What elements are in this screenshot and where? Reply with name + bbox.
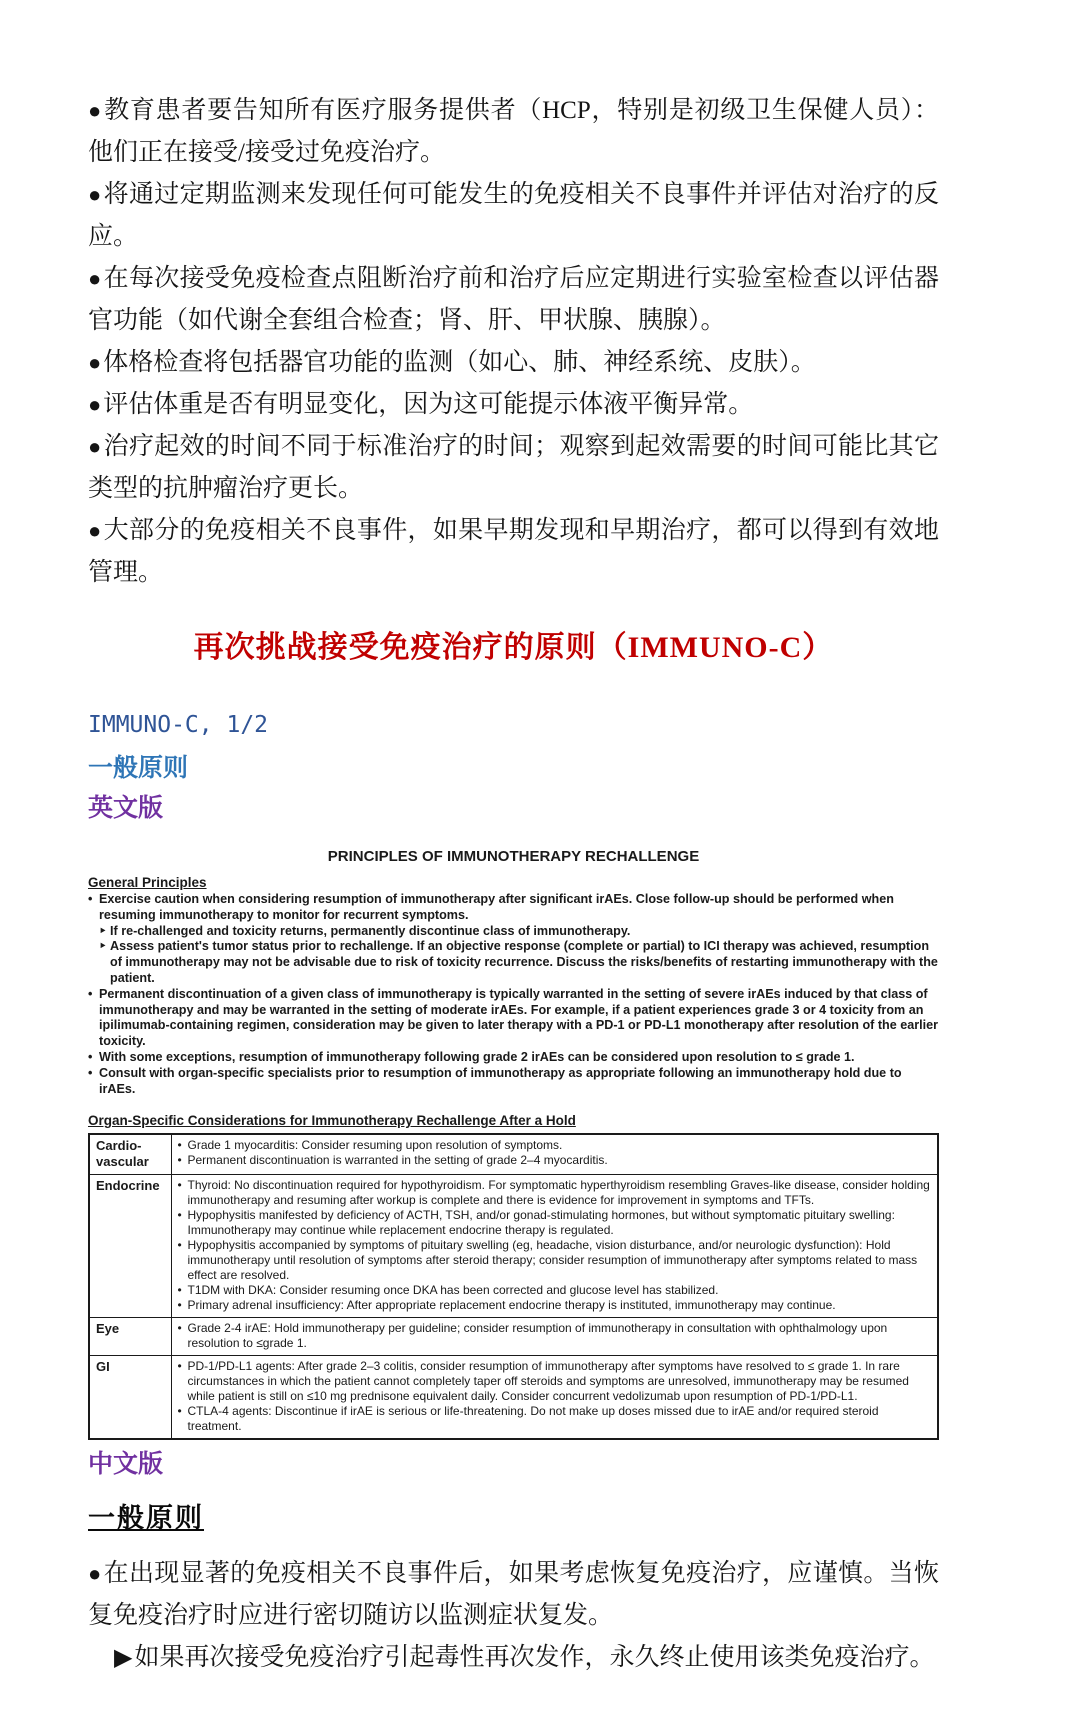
triangle-bullet-icon: ‣ (99, 939, 107, 954)
chinese-version-label: 中文版 (88, 1450, 164, 1479)
table-bullet-text: Hypophysitis accompanied by symptoms of pituitary swelling (eg, headache, vision disturbance, and/or neurologic dysfunction): Hold immunotherapy until resolution of symptoms after steroid therapy; consider resumption of immunotherapy after symptoms related to mass effect are resolved. (187, 1238, 918, 1283)
table-bullet (178, 1298, 932, 1313)
english-bullet (88, 987, 939, 1050)
bullet-item (88, 384, 939, 426)
english-bullet-text: Permanent discontinuation of a given class of immunotherapy is typically warranted in the setting of severe irAEs induced by that class of immunotherapy and may be warranted in the setting of moderate irAEs. For example, if a patient experiences grade 3 or 4 toxicity from an ipilimumab-containing regimen, consideration may be given to later therapy with a PD-1 or PD-L1 monotherapy after resolution of the earlier toxicity. (99, 986, 939, 1049)
bullet-item (88, 174, 939, 258)
chinese-education-bullet-list (88, 90, 939, 594)
english-bullet (88, 1066, 939, 1098)
bullet-text: 将通过定期监测来发现任何可能发生的免疫相关不良事件并评估对治疗的反应。 (88, 181, 939, 250)
organ-specific-table (88, 1133, 939, 1440)
table-bullet-text: Primary adrenal insufficiency: After appropriate replacement endocrine therapy is instituted, immunotherapy may continue. (187, 1298, 836, 1313)
bullet-text: 教育患者要告知所有医疗服务提供者（HCP，特别是初级卫生保健人员）：他们正在接受/接受过免疫治疗。 (88, 97, 939, 166)
bullet-dot-icon: ● (88, 98, 105, 123)
bullet-dot-icon: • (177, 1153, 182, 1168)
english-bullet-text: Consult with organ-specific specialists prior to resumption of immunotherapy as appropriate following an immunotherapy hold due to irAEs. (99, 1065, 902, 1096)
table-bullet (178, 1321, 932, 1351)
english-bullet-text: If re-challenged and toxicity returns, permanently discontinue class of immunotherapy. (110, 923, 631, 938)
bullet-dot-icon: • (177, 1359, 182, 1374)
chinese-general-principles-list (88, 1553, 939, 1679)
bullet-dot-icon: • (177, 1321, 182, 1336)
bullet-text: 大部分的免疫相关不良事件，如果早期发现和早期治疗，都可以得到有效地管理。 (88, 517, 939, 586)
general-principles-label-blue: 一般原则 (88, 754, 189, 782)
english-bullet-text: With some exceptions, resumption of immunotherapy following grade 2 irAEs can be considered upon resolution to ≤ grade 1. (99, 1049, 855, 1064)
bullet-dot-icon: ● (88, 1561, 104, 1587)
organ-considerations (171, 1175, 938, 1318)
organ-name: GI (89, 1356, 171, 1440)
bullet-dot-icon: ● (88, 434, 104, 459)
table-bullet (178, 1153, 932, 1168)
organ-considerations (171, 1356, 938, 1440)
table-bullet (178, 1208, 932, 1238)
bullet-dot-icon: ● (88, 350, 104, 375)
bullet-dot-icon: • (88, 1065, 93, 1080)
bullet-dot-icon: • (177, 1238, 182, 1253)
english-principles-block (88, 848, 939, 1440)
english-bullet-text: Assess patient's tumor status prior to rechallenge. If an objective response (complete or partial) to ICI therapy was achieved, resumption of immunotherapy may not be advisable due to risk of toxicity recurrence. Discuss the risks/benefits of restarting immunotherapy with the patient. (110, 939, 938, 985)
english-bullet (88, 1050, 939, 1066)
table-bullet (178, 1283, 932, 1298)
english-block-title: PRINCIPLES OF IMMUNOTHERAPY RECHALLENGE (327, 848, 700, 865)
bullet-dot-icon: ● (88, 182, 104, 207)
bullet-dot-icon: ● (88, 266, 104, 291)
english-sub-bullet (88, 924, 939, 940)
table-row-gi (89, 1356, 938, 1440)
bullet-dot-icon: • (177, 1208, 182, 1223)
bullet-dot-icon: ● (88, 518, 104, 543)
bullet-item (88, 258, 939, 342)
organ-name: Cardio-vascular (89, 1134, 171, 1175)
chinese-general-principles-heading: 一般原则 (88, 1503, 204, 1534)
organ-name: Eye (89, 1318, 171, 1356)
table-row-endocrine (89, 1175, 938, 1318)
bullet-dot-icon: • (177, 1178, 182, 1193)
table-bullet (178, 1238, 932, 1283)
triangle-bullet-icon: ▶ (114, 1645, 135, 1672)
english-bullet-list (88, 892, 939, 1097)
bullet-dot-icon: • (88, 892, 93, 906)
table-bullet-text: Grade 1 myocarditis: Consider resuming upon resolution of symptoms. (187, 1138, 563, 1153)
table-bullet-text: Hypophysitis manifested by deficiency of ACTH, TSH, and/or gonad-stimulating hormones, but without symptomatic pituitary swelling: Immunotherapy may continue while replacement endocrine therapy is regulated. (187, 1208, 895, 1238)
bullet-dot-icon: • (177, 1298, 182, 1313)
bullet-item (88, 342, 939, 384)
english-bullet-text: Exercise caution when considering resumption of immunotherapy after significant irAEs. Close follow-up should be performed when resuming immunotherapy to monitor for recurrent symptoms. (99, 892, 894, 922)
bullet-dot-icon: ● (88, 392, 104, 417)
table-bullet-text: CTLA-4 agents: Discontinue if irAE is serious or life-threatening. Do not make up doses missed due to irAE and/or required steroid treatment. (187, 1404, 879, 1434)
table-bullet (178, 1404, 932, 1434)
organ-table-caption: Organ-Specific Considerations for Immunotherapy Rechallenge After a Hold (88, 1113, 576, 1129)
page-title: 再次挑战接受免疫治疗的原则（IMMUNO-C） (193, 631, 834, 664)
sub-bullet-item (88, 1637, 939, 1679)
table-bullet (178, 1178, 932, 1208)
table-bullet-text: Grade 2-4 irAE: Hold immunotherapy per guideline; consider resumption of immunotherapy in consultation with ophthalmology upon resolution to ≤grade 1. (187, 1321, 888, 1351)
table-bullet-text: Thyroid: No discontinuation required for hypothyroidism. For symptomatic hyperthyroidism resembling Graves-like disease, consider holding immunotherapy and resuming after workup is complete and there is evidence for improvement in symptoms and TFTs. (187, 1178, 930, 1208)
english-version-label: 英文版 (88, 794, 164, 822)
immuno-c-section-label: IMMUNO-C, 1/2 (88, 712, 269, 738)
english-bullet (88, 892, 939, 924)
organ-considerations (171, 1318, 938, 1356)
triangle-bullet-icon: ‣ (99, 923, 107, 938)
table-row-eye (89, 1318, 938, 1356)
bullet-text: 在每次接受免疫检查点阻断治疗前和治疗后应定期进行实验室检查以评估器官功能（如代谢全套组合检查；肾、肝、甲状腺、胰腺）。 (88, 265, 939, 334)
bullet-dot-icon: • (88, 986, 93, 1001)
bullet-dot-icon: • (177, 1138, 182, 1153)
general-principles-heading: General Principles (88, 875, 207, 890)
table-bullet (178, 1138, 932, 1153)
english-sub-bullet (88, 939, 939, 986)
table-bullet-text: T1DM with DKA: Consider resuming once DKA has been corrected and glucose level has stabilized. (187, 1283, 719, 1298)
table-row-cardiovascular (89, 1134, 938, 1175)
bullet-item (88, 1553, 939, 1637)
bullet-dot-icon: • (88, 1049, 93, 1064)
bullet-text: 如果再次接受免疫治疗引起毒性再次发作，永久终止使用该类免疫治疗。 (134, 1644, 935, 1672)
bullet-dot-icon: • (177, 1404, 182, 1419)
table-bullet-text: Permanent discontinuation is warranted in the setting of grade 2–4 myocarditis. (187, 1153, 608, 1168)
bullet-text: 体格检查将包括器官功能的监测（如心、肺、神经系统、皮肤）。 (103, 349, 816, 376)
bullet-text: 治疗起效的时间不同于标准治疗的时间；观察到起效需要的时间可能比其它类型的抗肿瘤治疗更长。 (88, 433, 939, 502)
bullet-item (88, 426, 939, 510)
bullet-dot-icon: • (177, 1283, 182, 1298)
bullet-item (88, 510, 939, 594)
bullet-text: 评估体重是否有明显变化，因为这可能提示体液平衡异常。 (103, 391, 754, 418)
organ-considerations (171, 1134, 938, 1175)
table-bullet (178, 1359, 932, 1404)
bullet-text: 在出现显著的免疫相关不良事件后，如果考虑恢复免疫治疗，应谨慎。当恢复免疫治疗时应进行密切随访以监测症状复发。 (88, 1560, 939, 1630)
organ-name: Endocrine (89, 1175, 171, 1318)
bullet-item (88, 90, 939, 174)
table-bullet-text: PD-1/PD-L1 agents: After grade 2–3 colitis, consider resumption of immunotherapy after symptoms have resolved to ≤ grade 1. In rare circumstances in which the patient cannot completely taper off steroids and symptoms are unresolved, immunotherapy may be resumed while patient is still on ≤10 mg prednisone equivalent daily. Consider concurrent vedolizumab upon resumption of PD-1/PD-L1. (187, 1359, 909, 1404)
